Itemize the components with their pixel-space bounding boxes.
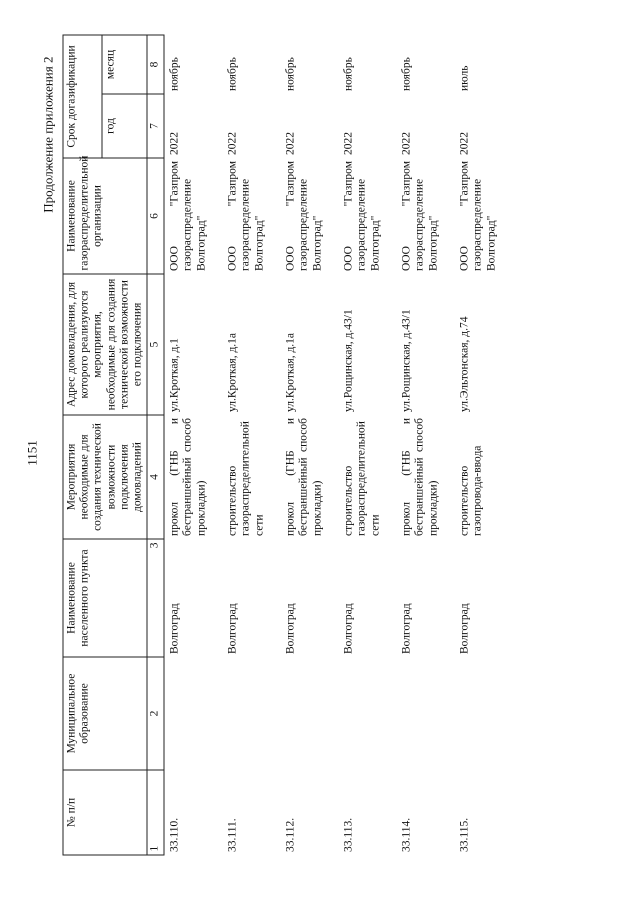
row-address: ул.Кроткая, д.1а xyxy=(225,332,238,412)
gasification-table xyxy=(62,34,512,855)
header-address: Адрес домовладения, для которого реализуются мероприятия, необходимые для создания технической возможности его подключения xyxy=(63,274,147,415)
row-month: ноябрь xyxy=(399,56,412,91)
row-number: 33.114. xyxy=(399,817,412,852)
header-organization: Наименование газораспределительной организации xyxy=(63,158,147,274)
row-organization: ООО "Газпром газораспределение Волгоград" xyxy=(399,160,440,271)
row-number: 33.111. xyxy=(225,817,238,852)
row-settlement: Волгоград xyxy=(341,602,354,654)
row-address: ул.Кроткая, д.1 xyxy=(167,337,180,412)
table-row xyxy=(454,35,512,855)
row-year: 2022 xyxy=(167,131,180,155)
row-organization: ООО "Газпром газораспределение Волгоград" xyxy=(225,160,266,271)
column-number: 7 xyxy=(147,94,163,158)
continuation-label: Продолжение приложения 2 xyxy=(40,56,55,213)
row-measure: строительство газораспределительной сети xyxy=(341,420,382,536)
header-row xyxy=(63,35,102,855)
table-row xyxy=(163,35,222,855)
row-municipality xyxy=(163,657,222,770)
row-address: ул.Эльтонская, д.74 xyxy=(457,315,470,412)
row-address: ул.Кроткая, д.1а xyxy=(283,332,296,412)
row-organization: ООО "Газпром газораспределение Волгоград" xyxy=(167,160,208,271)
row-municipality xyxy=(338,657,396,770)
row-address: ул.Рощинская, д.43/1 xyxy=(399,308,412,412)
column-number: 5 xyxy=(147,274,163,415)
table-row xyxy=(280,35,338,855)
row-settlement: Волгоград xyxy=(167,602,180,654)
column-number: 4 xyxy=(147,415,163,539)
column-number: 6 xyxy=(147,158,163,274)
row-municipality xyxy=(454,657,512,770)
row-organization: ООО "Газпром газораспределение Волгоград" xyxy=(457,160,498,271)
row-municipality xyxy=(396,657,454,770)
header-year: год xyxy=(102,94,147,158)
row-year: 2022 xyxy=(399,131,412,155)
row-organization: ООО "Газпром газораспределение Волгоград" xyxy=(341,160,382,271)
row-month: июль xyxy=(457,65,470,91)
column-number: 3 xyxy=(147,539,163,657)
header-settlement: Наименование населенного пункта xyxy=(63,539,147,657)
row-year: 2022 xyxy=(283,131,296,155)
row-month: ноябрь xyxy=(225,56,238,91)
row-year: 2022 xyxy=(457,131,470,155)
header-number: № п/п xyxy=(63,770,147,855)
header-deadline: Срок догазификации xyxy=(63,35,102,158)
row-number: 33.110. xyxy=(167,817,180,852)
row-measure: прокол (ГНБ и бестраншейный способ прокладки) xyxy=(399,417,440,536)
row-measure: строительство газопровода-ввода xyxy=(457,445,484,536)
row-year: 2022 xyxy=(341,131,354,155)
column-number-row xyxy=(147,35,163,855)
table-row xyxy=(222,35,280,855)
row-settlement: Волгоград xyxy=(283,602,296,654)
header-measures: Мероприятия необходимые для создания технической возможности подключения домовладений xyxy=(63,415,147,539)
row-measure: строительство газораспределительной сети xyxy=(225,420,266,536)
row-measure: прокол (ГНБ и бестраншейный способ прокладки) xyxy=(283,417,324,536)
table-row xyxy=(396,35,454,855)
header-month: месяц xyxy=(102,35,147,94)
column-number: 1 xyxy=(147,770,163,855)
column-number: 2 xyxy=(147,657,163,770)
row-number: 33.112. xyxy=(283,817,296,852)
row-municipality xyxy=(280,657,338,770)
table-row xyxy=(338,35,396,855)
row-measure: прокол (ГНБ и бестраншейный способ прокладки) xyxy=(167,417,208,536)
row-year: 2022 xyxy=(225,131,238,155)
row-address: ул.Рощинская, д.43/1 xyxy=(341,308,354,412)
row-settlement: Волгоград xyxy=(225,602,238,654)
row-number: 33.113. xyxy=(341,817,354,852)
row-municipality xyxy=(222,657,280,770)
row-organization: ООО "Газпром газораспределение Волгоград" xyxy=(283,160,324,271)
row-number: 33.115. xyxy=(457,817,470,852)
page-number: 1151 xyxy=(24,439,39,466)
row-settlement: Волгоград xyxy=(457,602,470,654)
header-municipality: Муниципальное образование xyxy=(63,657,147,770)
row-month: ноябрь xyxy=(283,56,296,91)
column-number: 8 xyxy=(147,35,163,94)
row-month: ноябрь xyxy=(341,56,354,91)
row-month: ноябрь xyxy=(167,56,180,91)
row-settlement: Волгоград xyxy=(399,602,412,654)
